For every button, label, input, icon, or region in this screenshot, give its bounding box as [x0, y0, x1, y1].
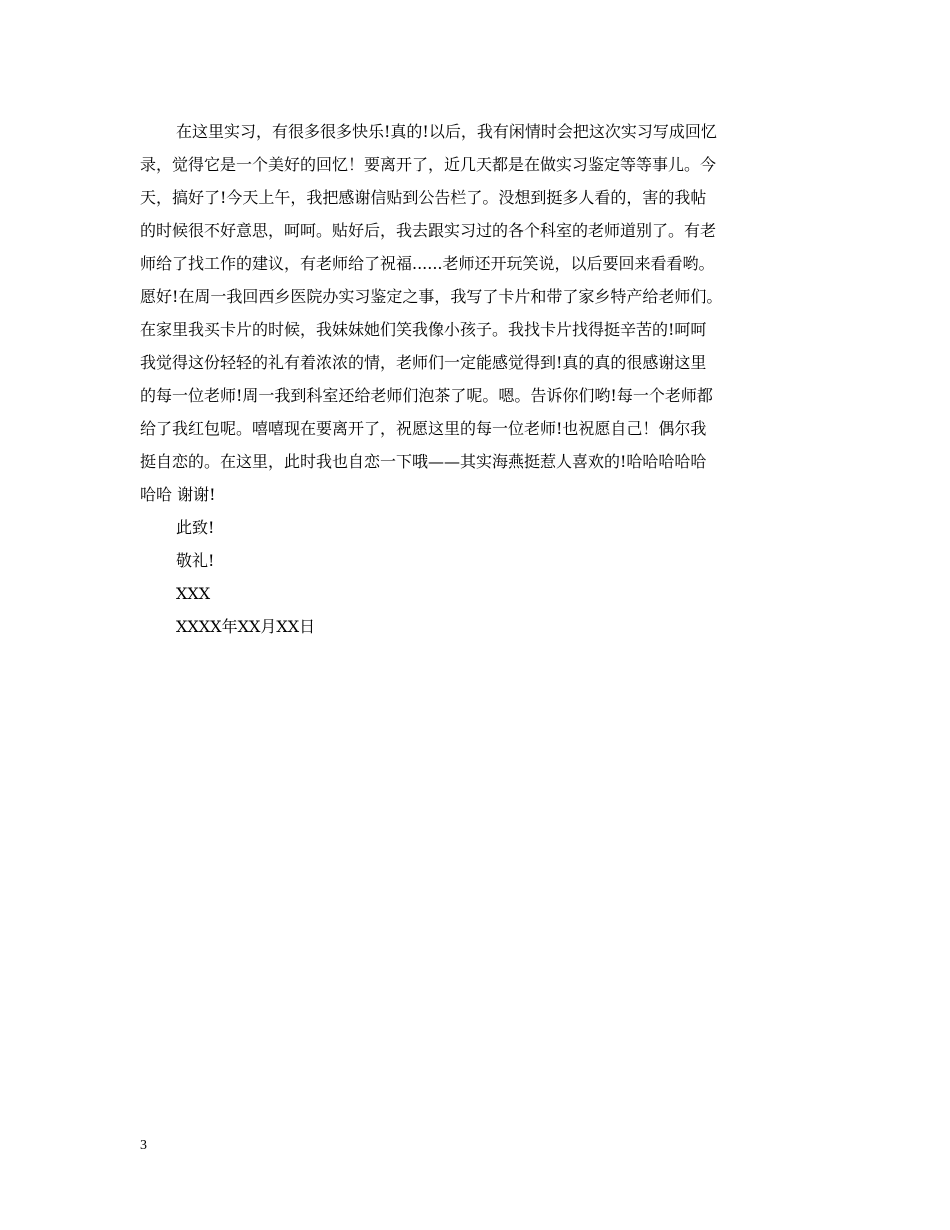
- closing-salutation: 此致!: [176, 518, 215, 537]
- closing-regards: 敬礼!: [176, 551, 215, 570]
- paragraph-line: 的时候很不好意思，呵呵。贴好后，我去跟实习过的各个科室的老师道别了。有老: [140, 221, 717, 240]
- paragraph-line: 在这里实习，有很多很多快乐!真的!以后，我有闲情时会把这次实习写成回忆: [176, 122, 717, 141]
- signature-name: XXX: [176, 584, 211, 603]
- paragraph-line: 给了我红包呢。嘻嘻现在要离开了，祝愿这里的每一位老师!也祝愿自己！偶尔我: [140, 419, 707, 438]
- paragraph-line: 我觉得这份轻轻的礼有着浓浓的情，老师们一定能感觉得到!真的真的很感谢这里: [140, 353, 707, 372]
- paragraph-line: 录，觉得它是一个美好的回忆！要离开了，近几天都是在做实习鉴定等等事儿。今: [140, 155, 717, 174]
- signature-date: XXXX年XX月XX日: [176, 617, 316, 636]
- letter-body: [140, 115, 812, 643]
- paragraph-line: 愿好!在周一我回西乡医院办实习鉴定之事，我写了卡片和带了家乡特产给老师们。: [140, 287, 723, 306]
- paragraph-line: 挺自恋的。在这里，此时我也自恋一下哦——其实海燕挺惹人喜欢的!哈哈哈哈哈: [140, 452, 707, 471]
- paragraph-line: 哈哈 谢谢!: [140, 485, 216, 504]
- paragraph-line: 天，搞好了!今天上午，我把感谢信贴到公告栏了。没想到挺多人看的，害的我帖: [140, 188, 707, 207]
- paragraph-line: 师给了找工作的建议，有老师给了祝福......老师还开玩笑说，以后要回来看看哟。: [140, 254, 715, 273]
- page-number: 3: [140, 1138, 147, 1153]
- paragraph-line: 在家里我买卡片的时候，我妹妹她们笑我像小孩子。我找卡片找得挺辛苦的!呵呵: [140, 320, 707, 339]
- paragraph-line: 的每一位老师!周一我到科室还给老师们泡茶了呢。嗯。告诉你们哟!每一个老师都: [140, 386, 713, 405]
